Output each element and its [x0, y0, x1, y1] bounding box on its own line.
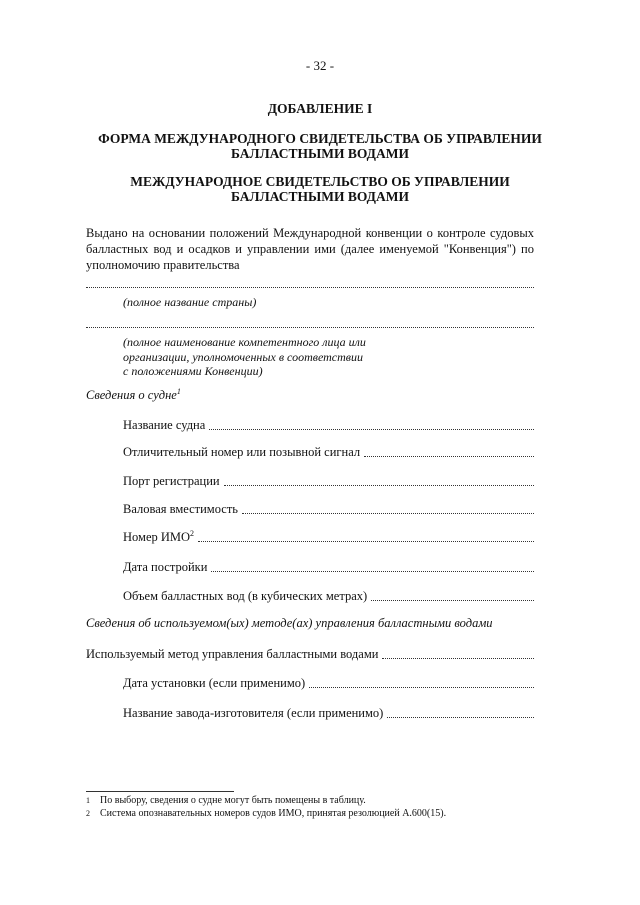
port-label: Порт регистрации: [123, 474, 220, 488]
tonnage-blank[interactable]: [242, 513, 534, 514]
page-number: - 32 -: [305, 58, 335, 73]
method-field[interactable]: [86, 647, 534, 662]
authority-note-line-1: (полное наименование компетентного лица или: [123, 335, 366, 349]
certificate-title: МЕЖДУНАРОДНОЕ СВИДЕТЕЛЬСТВО ОБ УПРАВЛЕНИИ БАЛЛАСТНЫМИ ВОДАМИ: [130, 174, 510, 204]
imo-label-text: Номер ИМО: [123, 530, 191, 544]
imo-label: [123, 530, 194, 545]
ballast-volume-field[interactable]: [123, 589, 534, 604]
method-label: Используемый метод управления балластными водами: [86, 647, 379, 661]
ship-name-blank[interactable]: [209, 429, 534, 430]
manufacturer-field[interactable]: [123, 706, 534, 721]
port-field[interactable]: [123, 474, 534, 489]
form-title: ФОРМА МЕЖДУНАРОДНОГО СВИДЕТЕЛЬСТВА ОБ УПРАВЛЕНИИ БАЛЛАСТНЫМИ ВОДАМИ: [98, 131, 542, 161]
method-blank[interactable]: [382, 658, 534, 659]
ballast-volume-blank[interactable]: [371, 600, 534, 601]
footnote-2-text: Система опознавательных номеров судов ИМО, принятая резолюцией А.600(15).: [100, 808, 447, 819]
install-date-blank[interactable]: [309, 687, 534, 688]
build-date-blank[interactable]: [211, 571, 534, 572]
ship-section-title-text: Сведения о судне: [86, 388, 177, 402]
tonnage-field[interactable]: [123, 502, 534, 517]
footnote-1: [86, 795, 546, 807]
country-note: (полное название страны): [123, 295, 257, 309]
footnote-2: [86, 808, 546, 820]
authority-blank-line[interactable]: [86, 327, 534, 328]
footnote-1-number: 1: [86, 796, 90, 805]
imo-blank[interactable]: [198, 541, 534, 542]
install-date-field[interactable]: [123, 676, 534, 691]
appendix-title: ДОБАВЛЕНИЕ I: [267, 101, 373, 116]
build-date-label: Дата постройки: [123, 560, 208, 574]
authority-note-line-3: с положениями Конвенции): [123, 364, 263, 378]
footnote-2-number: 2: [86, 809, 90, 818]
ship-section-title: [86, 388, 181, 403]
ballast-volume-label: Объем балластных вод (в кубических метрах): [123, 589, 368, 603]
ship-name-field[interactable]: [123, 418, 534, 433]
manufacturer-label: Название завода-изготовителя (если применимо): [123, 706, 384, 720]
footnote-mark-2: 2: [190, 528, 195, 538]
footnote-divider: [86, 791, 234, 792]
install-date-label: Дата установки (если применимо): [123, 676, 306, 690]
port-blank[interactable]: [224, 485, 534, 486]
footnote-1-text: По выбору, сведения о судне могут быть помещены в таблицу.: [100, 795, 366, 806]
tonnage-label: Валовая вместимость: [123, 502, 238, 516]
build-date-field[interactable]: [123, 560, 534, 575]
manufacturer-blank[interactable]: [387, 717, 534, 718]
ship-name-label: Название судна: [123, 418, 206, 432]
intro-text: Выдано на основании положений Международной конвенции о контроле судовых балластных вод и осадков и управлении ими (далее именуемой "Конвенция") по уполномочию правительства: [86, 226, 534, 272]
country-blank-line[interactable]: [86, 287, 534, 288]
method-section-title: Сведения об используемом(ых) методе(ах) управления балластными водами: [86, 616, 493, 630]
footnote-mark-1: 1: [176, 386, 181, 396]
authority-note: [123, 335, 366, 379]
call-sign-blank[interactable]: [364, 456, 534, 457]
call-sign-field[interactable]: [123, 445, 534, 460]
imo-field[interactable]: [123, 530, 534, 545]
call-sign-label: Отличительный номер или позывной сигнал: [123, 445, 361, 459]
authority-note-line-2: организации, уполномоченных в соответствии: [123, 349, 363, 364]
